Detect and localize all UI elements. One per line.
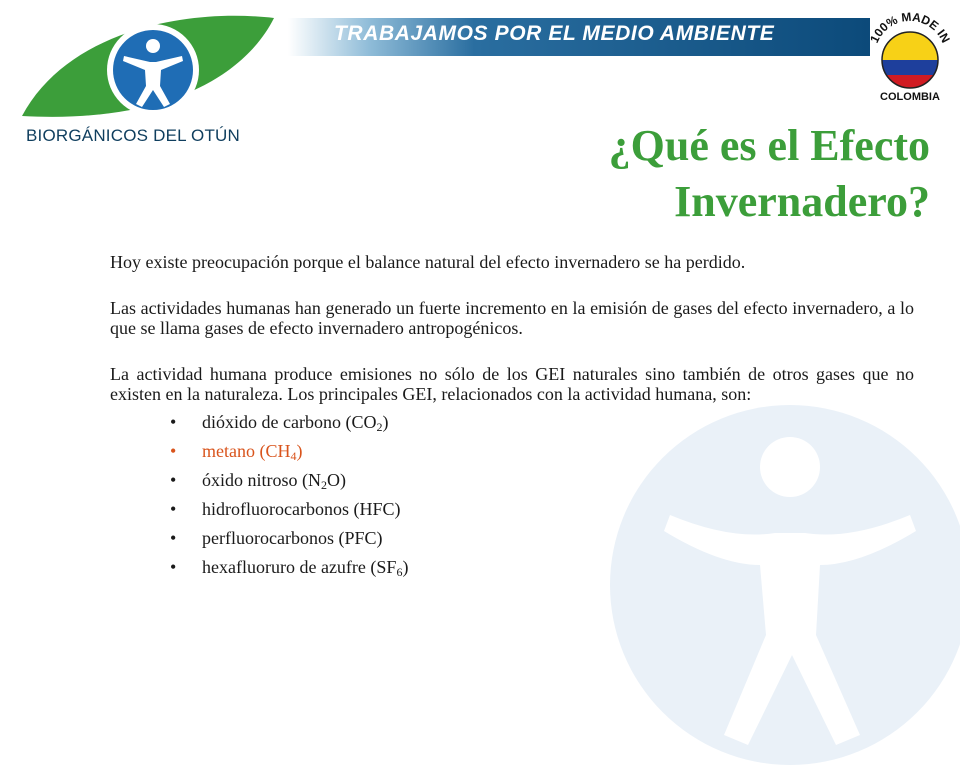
list-item-highlighted: • metano $(CH_4)$ xyxy=(162,437,914,466)
list-item: • hexafluoruro de azufre $(SF_6)$ xyxy=(162,553,914,582)
list-item: • perfluorocarbonos (PFC) xyxy=(162,524,914,553)
colombia-flag-seal-icon xyxy=(865,4,955,104)
banner-text: TRABAJAMOS POR EL MEDIO AMBIENTE xyxy=(334,22,775,45)
title-line-1: ¿Qué es el Efecto xyxy=(608,121,930,170)
gases-list xyxy=(110,408,914,582)
seal-top-text: 100% MADE IN xyxy=(867,9,953,46)
paragraph-2: Las actividades humanas han generado un fuerte incremento en la emisión de gases del efecto invernadero, a lo que se llama gases de efecto invernadero antropogénicos. xyxy=(110,298,914,338)
seal-bottom-text: COLOMBIA xyxy=(880,91,940,103)
paragraph-3: La actividad humana produce emisiones no sólo de los GEI naturales sino también de otros gases que no existen en la naturaleza. Los principales GEI, relacionados con la actividad humana, son: xyxy=(110,364,914,404)
eye-leaf-person-logo xyxy=(18,12,278,127)
content-body xyxy=(110,252,914,582)
title-line-2: Invernadero? xyxy=(674,177,930,226)
list-item: • dióxido de carbono $(CO_2)$ xyxy=(162,408,914,437)
brand-name: BIORGÁNICOS DEL OTÚN xyxy=(26,126,241,145)
list-item: • hidrofluorocarbonos (HFC) xyxy=(162,495,914,524)
list-item: • óxido nitroso $(N_2O)$ xyxy=(162,466,914,495)
paragraph-1: Hoy existe preocupación porque el balance natural del efecto invernadero se ha perdido. xyxy=(110,252,746,272)
page-title xyxy=(410,118,930,230)
